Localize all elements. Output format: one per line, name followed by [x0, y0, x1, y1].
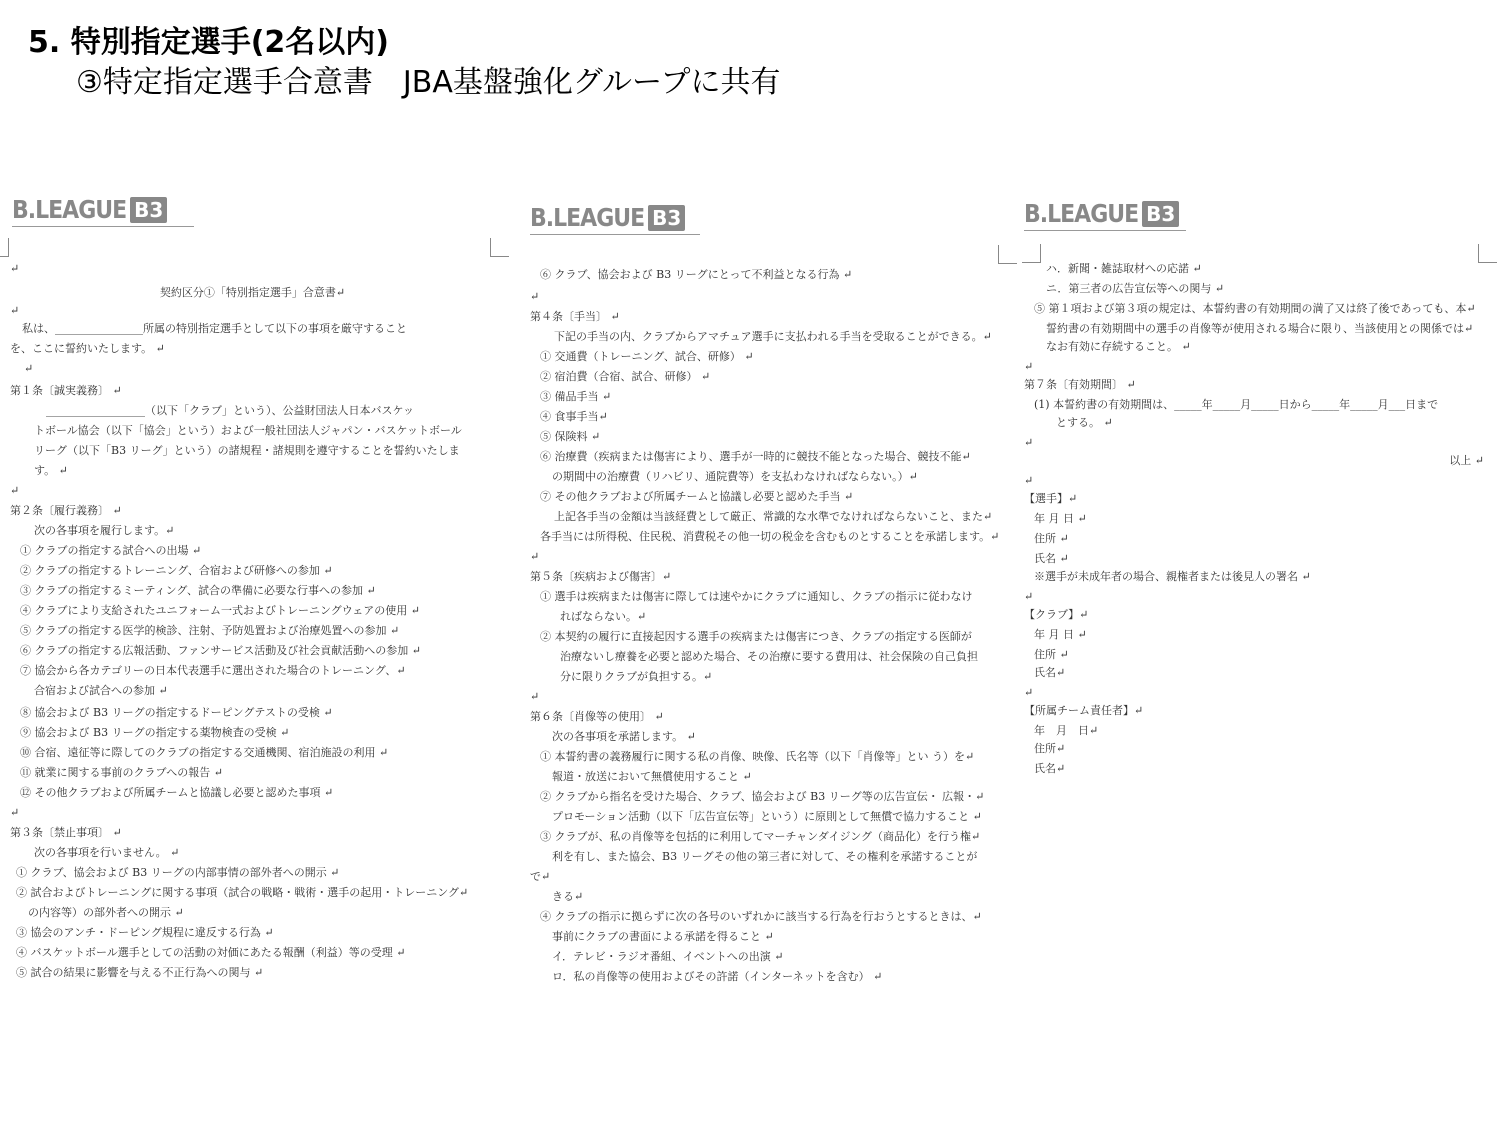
document-line: ⑥ 治療費（疾病または傷害により、選手が一時的に競技不能となった場合、競技不能↵ [540, 450, 971, 463]
document-line: ① クラブの指定する試合への出場 ↵ [20, 544, 202, 557]
document-line: ロ．私の肖像等の使用およびその許諾（インターネットを含む） ↵ [552, 970, 883, 983]
document-line: トボール協会（以下「協会」という）および一般社団法人ジャパン・バスケットボール [34, 424, 462, 437]
document-line: ② 宿泊費（合宿、試合、研修） ↵ [540, 370, 711, 383]
document-line: 利を有し、また協会、B3 リーグその他の第三者に対して、その権利を承諾することが [552, 850, 978, 863]
page-corner-mark [1022, 244, 1041, 263]
document-line: ↵ [1024, 436, 1034, 449]
document-line: で↵ [530, 870, 551, 883]
document-line: 氏名↵ [1034, 762, 1066, 775]
document-line: ④ 食事手当↵ [540, 410, 608, 423]
document-line: の内容等）の部外者への開示 ↵ [28, 906, 184, 919]
document-line: ↵ [530, 550, 540, 563]
document-line: 報道・放送において無償使用すること ↵ [552, 770, 752, 783]
document-line: 各手当には所得税、住民税、消費税その他一切の税金を含むものとすることを承諾します。↵ [540, 530, 1000, 543]
document-line: ハ．新聞・雑誌取材への応諾 ↵ [1046, 262, 1202, 275]
document-line: ④ クラブの指示に拠らずに次の各号のいずれかに該当する行為を行おうとするときは、↵ [540, 910, 982, 923]
document-line: ⑥ クラブ、協会および B3 リーグにとって不利益となる行為 ↵ [540, 268, 853, 281]
document-line: __________________（以下「クラブ」という）、公益財団法人日本バスケッ [46, 404, 414, 417]
document-line: 第１条〔誠実義務〕 ↵ [10, 384, 122, 397]
document-page-1 [10, 262, 495, 992]
document-line: 第２条〔履行義務〕 ↵ [10, 504, 122, 517]
document-line: 次の各事項を行いません。 ↵ [34, 846, 180, 859]
document-line: ↵ [1024, 360, 1034, 373]
document-line: 以上 ↵ [1449, 454, 1484, 467]
document-line: ↵ [530, 690, 540, 703]
document-line: 住所 ↵ [1034, 532, 1069, 545]
logo-underline [1024, 230, 1186, 231]
document-line: ② クラブから指名を受けた場合、クラブ、協会および B3 リーグ等の広告宣伝・ 広報・↵ [540, 790, 985, 803]
document-line: の期間中の治療費（リハビリ、通院費等）を支払わなければならない。）↵ [552, 470, 918, 483]
document-line: ↵ [530, 290, 540, 303]
document-line: ニ．第三者の広告宣伝等への関与 ↵ [1046, 282, 1225, 295]
document-line: ればならない。↵ [560, 610, 647, 623]
document-line: 年 月 日↵ [1034, 724, 1099, 737]
document-line: ③ クラブの指定するミーティング、試合の準備に必要な行事への参加 ↵ [20, 584, 376, 597]
document-line: ① クラブ、協会および B3 リーグの内部事情の部外者への開示 ↵ [16, 866, 340, 879]
document-line: ⑩ 合宿、遠征等に際してのクラブの指定する交通機関、宿泊施設の利用 ↵ [20, 746, 389, 759]
logo-text: B.LEAGUE [12, 195, 127, 225]
document-line: ⑤ クラブの指定する医学的検診、注射、予防処置および治療処置への参加 ↵ [20, 624, 400, 637]
document-line: (1) 本誓約書の有効期間は、_____年_____月_____日から_____年_____月___日まで [1034, 398, 1439, 411]
document-line: す。 ↵ [34, 464, 68, 477]
document-line: とする。 ↵ [1056, 416, 1113, 429]
document-line: ⑫ その他クラブおよび所属チームと協議し必要と認めた事項 ↵ [20, 786, 334, 799]
document-line: ① 本誓約書の義務履行に関する私の肖像、映像、氏名等（以下「肖像等」とい う）を↵ [540, 750, 975, 763]
document-line: ④ バスケットボール選手としての活動の対価にあたる報酬（利益）等の受理 ↵ [16, 946, 406, 959]
document-line: ② 本契約の履行に直接起因する選手の疾病または傷害につき、クラブの指定する医師が [540, 630, 972, 643]
logo-underline [12, 226, 194, 227]
document-line: ↵ [10, 304, 20, 317]
logo-badge: B3 [648, 205, 685, 231]
document-line: ⑪ 就業に関する事前のクラブへの報告 ↵ [20, 766, 223, 779]
document-line: 年 月 日 ↵ [1034, 628, 1087, 641]
document-line: 合宿および試合への参加 ↵ [34, 684, 168, 697]
document-line: 治療ないし療養を必要と認めた場合、その治療に要する費用は、社会保険の自己負担 [560, 650, 978, 663]
logo-text: B.LEAGUE [530, 203, 645, 233]
document-line: 次の各事項を承諾します。 ↵ [552, 730, 696, 743]
document-line: 第７条〔有効期間〕 ↵ [1024, 378, 1136, 391]
document-line: 氏名↵ [1034, 666, 1066, 679]
document-line: ↵ [1024, 474, 1034, 487]
document-line: イ．テレビ・ラジオ番組、イベントへの出演 ↵ [552, 950, 784, 963]
document-line: 第５条〔疾病および傷害〕↵ [530, 570, 672, 583]
logo-badge: B3 [1142, 201, 1179, 227]
document-line: 住所↵ [1034, 742, 1066, 755]
b-league-logo [530, 205, 685, 231]
document-line: ↵ [10, 484, 20, 497]
document-line: なお有効に存続すること。 ↵ [1046, 340, 1191, 353]
document-line: 住所 ↵ [1034, 648, 1069, 661]
document-line: ② 試合およびトレーニングに関する事項（試合の戦略・戦術・選手の起用・トレーニング↵ [16, 886, 469, 899]
document-line: ⑨ 協会および B3 リーグの指定する薬物検査の受検 ↵ [20, 726, 290, 739]
document-line: ↵ [24, 362, 34, 375]
document-line: ① 選手は疾病または傷害に際しては速やかにクラブに通知し、クラブの指示に従わなけ [540, 590, 973, 603]
b-league-logo [12, 197, 167, 223]
document-line: ⑦ 協会から各カテゴリーの日本代表選手に選出された場合のトレーニング、↵ [20, 664, 406, 677]
document-line: ① 交通費（トレーニング、試合、研修） ↵ [540, 350, 754, 363]
document-line: ③ 備品手当 ↵ [540, 390, 612, 403]
document-line: プロモーション活動（以下「広告宣伝等」という）に原則として無償で協力すること ↵ [552, 810, 982, 823]
document-line: ※選手が未成年者の場合、親権者または後見人の署名 ↵ [1034, 570, 1311, 583]
document-line: きる↵ [552, 890, 584, 903]
document-line: ③ 協会のアンチ・ドーピング規程に違反する行為 ↵ [16, 926, 274, 939]
document-line: 【所属チーム責任者】↵ [1024, 704, 1144, 717]
document-line: リーグ（以下「B3 リーグ」という）の諸規程・諸規則を遵守することを誓約いたしま [34, 444, 460, 457]
document-line: 誓約書の有効期間中の選手の肖像等が使用される場合に限り、当該使用との関係では↵ [1046, 322, 1474, 335]
document-line: ⑤ 保険料 ↵ [540, 430, 601, 443]
document-line: 第６条〔肖像等の使用〕 ↵ [530, 710, 664, 723]
document-line: 私は、________________所属の特別指定選手として以下の事項を厳守すること [22, 322, 407, 335]
page-corner-mark [1478, 244, 1497, 263]
logo-badge: B3 [130, 197, 167, 223]
logo-underline [530, 234, 700, 235]
b-league-logo [1024, 201, 1179, 227]
document-line: 【クラブ】↵ [1024, 608, 1089, 621]
document-page-3 [1024, 262, 1484, 782]
document-line: 年 月 日 ↵ [1034, 512, 1087, 525]
document-line: 次の各事項を履行します。↵ [34, 524, 175, 537]
document-line: ↵ [1024, 590, 1034, 603]
document-line: 契約区分①「特別指定選手」合意書↵ [159, 286, 346, 299]
document-line: 第３条〔禁止事項〕 ↵ [10, 826, 122, 839]
document-line: 分に限りクラブが負担する。↵ [560, 670, 713, 683]
document-line: ⑤ 第１項および第３項の規定は、本誓約書の有効期間の満了又は終了後であっても、本↵ [1034, 302, 1476, 315]
document-line: ↵ [10, 262, 20, 275]
document-line: ⑥ クラブの指定する広報活動、ファンサービス活動及び社会貢献活動への参加 ↵ [20, 644, 421, 657]
document-line: 上記各手当の金額は当該経費として厳正、常識的な水準でなければならないこと、また↵ [554, 510, 993, 523]
document-line: 下記の手当の内、クラブからアマチュア選手に支払われる手当を受取ることができる。↵ [554, 330, 992, 343]
document-line: ④ クラブにより支給されたユニフォーム一式およびトレーニングウェアの使用 ↵ [20, 604, 420, 617]
document-line: ⑤ 試合の結果に影響を与える不正行為への関与 ↵ [16, 966, 264, 979]
document-line: ↵ [1024, 686, 1034, 699]
logo-text: B.LEAGUE [1024, 199, 1139, 229]
slide-subtitle: ③特定指定選手合意書 JBA基盤強化グループに共有 [76, 65, 781, 100]
page-corner-mark [998, 245, 1017, 264]
page-corner-mark [490, 238, 509, 257]
document-line: ⑦ その他クラブおよび所属チームと協議し必要と認めた手当 ↵ [540, 490, 854, 503]
document-line: 氏名 ↵ [1034, 552, 1069, 565]
document-line: 第４条〔手当〕 ↵ [530, 310, 620, 323]
document-line: を、ここに誓約いたします。 ↵ [10, 342, 165, 355]
document-page-2 [530, 268, 1010, 988]
document-line: ③ クラブが、私の肖像等を包括的に利用してマーチャンダイジング（商品化）を行う権↵ [540, 830, 981, 843]
document-line: ↵ [10, 806, 20, 819]
document-line: ⑧ 協会および B3 リーグの指定するドーピングテストの受検 ↵ [20, 706, 333, 719]
document-line: ② クラブの指定するトレーニング、合宿および研修への参加 ↵ [20, 564, 333, 577]
slide-title: 5. 特別指定選手(2名以内) [28, 25, 390, 60]
page-corner-mark [0, 238, 9, 257]
document-line: 事前にクラブの書面による承諾を得ること ↵ [552, 930, 774, 943]
document-line: 【選手】↵ [1024, 492, 1078, 505]
